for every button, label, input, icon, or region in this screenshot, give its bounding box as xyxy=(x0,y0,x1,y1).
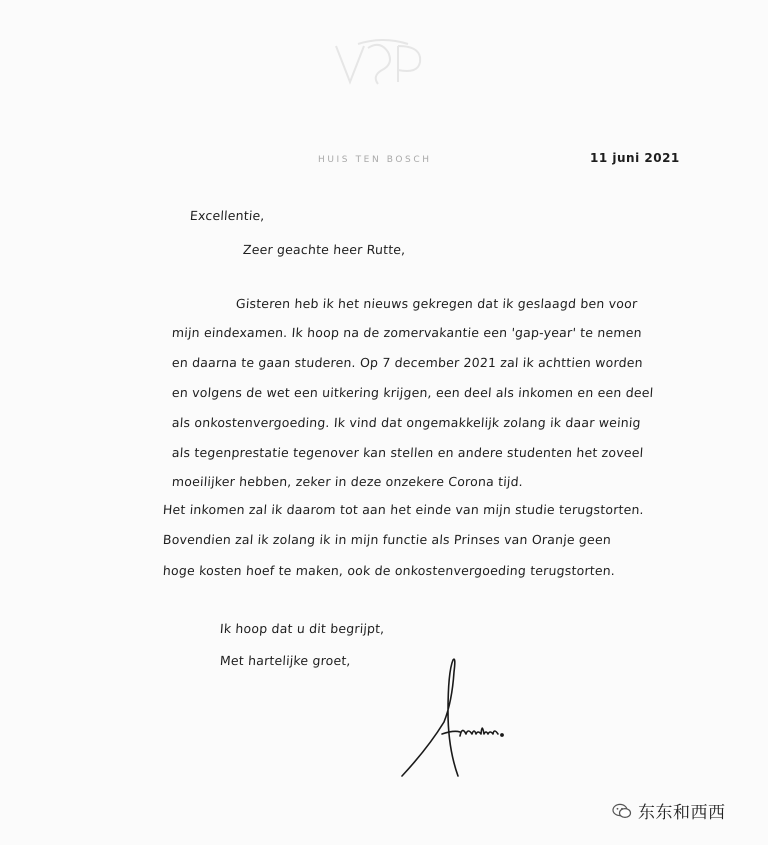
body-line: moeilijker hebben, zeker in deze onzekere Corona tijd. xyxy=(171,474,524,489)
signature xyxy=(398,652,508,782)
body-line: als tegenprestatie tegenover kan stellen en andere studenten het zoveel xyxy=(171,445,644,460)
body-line: hoge kosten hoef te maken, ook de onkostenvergoeding terugstorten. xyxy=(162,563,616,578)
body-line: Het inkomen zal ik daarom tot aan het einde van mijn studie terugstorten. xyxy=(162,502,645,517)
closing-greeting: Met hartelijke groet, xyxy=(219,653,352,668)
body-line: en daarna te gaan studeren. Op 7 december 2021 zal ik achttien worden xyxy=(171,355,644,370)
body-line: als onkostenvergoeding. Ik vind dat ongemakkelijk zolang ik daar weinig xyxy=(171,415,642,430)
closing-line: Ik hoop dat u dit begrijpt, xyxy=(219,621,386,636)
letterhead: HUIS TEN BOSCH xyxy=(318,155,432,165)
watermark-text: 东东和西西 xyxy=(638,803,726,823)
salutation-name: Zeer geachte heer Rutte, xyxy=(242,242,406,257)
body-line: en volgens de wet een uitkering krijgen, een deel als inkomen en een deel xyxy=(171,385,654,400)
letter-date: 11 juni 2021 xyxy=(590,151,680,165)
body-line: Gisteren heb ik het nieuws gekregen dat ik geslaagd ben voor xyxy=(235,296,638,311)
wechat-icon xyxy=(612,802,632,820)
body-line: Bovendien zal ik zolang ik in mijn functie als Prinses van Oranje geen xyxy=(162,532,612,547)
body-line: mijn eindexamen. Ik hoop na de zomervakantie een 'gap-year' te nemen xyxy=(171,325,643,340)
watermark xyxy=(612,798,726,823)
royal-monogram-icon xyxy=(328,38,438,90)
salutation-title: Excellentie, xyxy=(189,208,266,223)
